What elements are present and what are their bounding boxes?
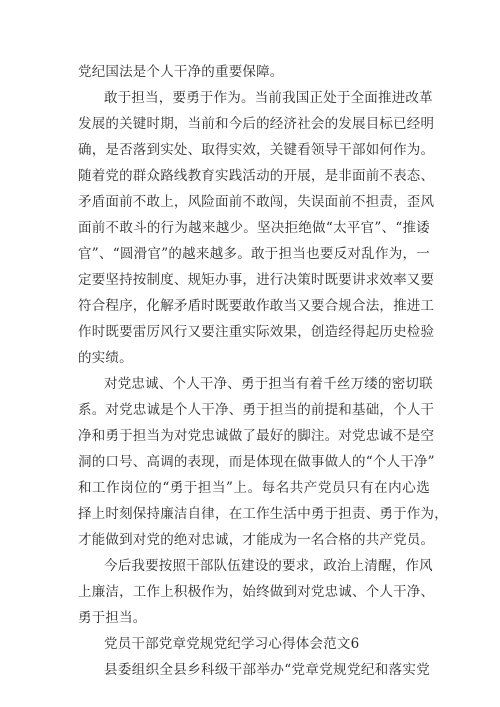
text-line: 净和勇于担当为对党忠诚做了最好的脚注。对党忠诚不是空 (78, 428, 435, 444)
text-line: 勇于担当。 (78, 610, 147, 626)
text-line: 面前不敢斗的行为越来越少。坚决拒绝做“太平官”、“推诿 (78, 220, 430, 236)
text-line: 和工作岗位的“勇于担当”上。每名共产党员只有在内心选 (78, 480, 430, 496)
paragraph-first-line: 今后我要按照干部队伍建设的要求，政治上清醒，作风 (104, 558, 433, 574)
text-line: 矛盾面前不敢上，风险面前不敢闯，失误面前不担责，歪风 (78, 194, 435, 210)
text-line: 作时既要雷厉风行又要注重实际效果，创造经得起历史检验 (78, 324, 435, 340)
text-line: 择上时刻保持廉洁自律，在工作生活中勇于担责、勇于作为， (78, 506, 448, 522)
paragraph-first-line: 县委组织全县乡科级干部举办“党章党规党纪和落实党 (104, 662, 430, 678)
text-line: 的实绩。 (78, 350, 133, 366)
section-heading: 党员干部党章党规党纪学习心得体会范文6 (104, 636, 360, 652)
text-line: 官”、“圆滑官”的越来越多。敢于担当也要反对乱作为，一 (78, 246, 430, 262)
text-line: 党纪国法是个人干净的重要保障。 (78, 64, 284, 80)
paragraph-first-line: 对党忠诚、个人干净、勇于担当有着千丝万缕的密切联 (104, 376, 433, 392)
text-line: 洞的口号、高调的表现，而是体现在做事做人的“个人干净” (78, 454, 435, 470)
text-line: 符合程序，化解矛盾时既要敢作敢当又要合规合法，推进工 (78, 298, 435, 314)
text-line: 确，是否落到实处、取得实效，关键看领导干部如何作为。 (78, 142, 435, 158)
text-line: 定要坚持按制度、规矩办事，进行决策时既要讲求效率又要 (78, 272, 435, 288)
text-line: 发展的关键时期，当前和今后的经济社会的发展目标已经明 (78, 116, 435, 132)
text-line: 随着党的群众路线教育实践活动的开展，是非面前不表态、 (78, 168, 435, 184)
paragraph-first-line: 敢于担当，要勇于作为。当前我国正处于全面推进改革 (104, 90, 433, 106)
text-line: 系。对党忠诚是个人干净、勇于担当的前提和基础，个人干 (78, 402, 435, 418)
text-line: 才能做到对党的绝对忠诚，才能成为一名合格的共产党员。 (78, 532, 435, 548)
text-line: 上廉洁，工作上积极作为，始终做到对党忠诚、个人干净、 (78, 584, 435, 600)
